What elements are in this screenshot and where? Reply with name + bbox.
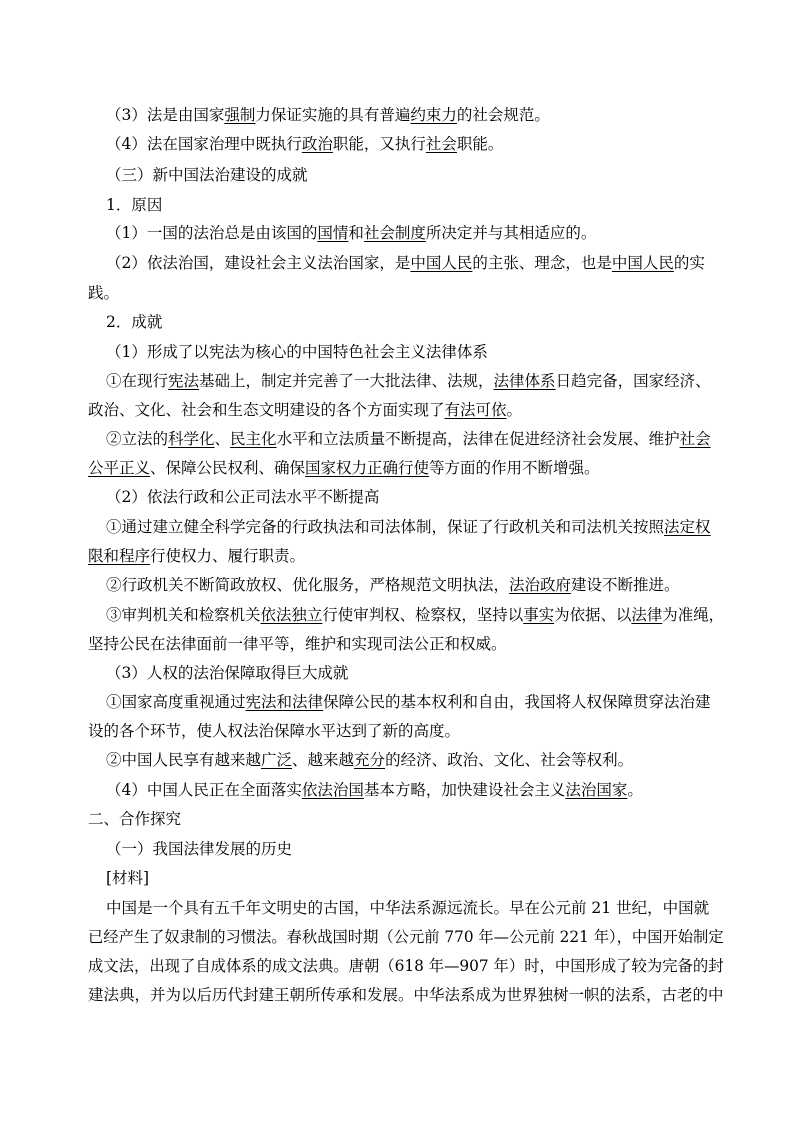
text-line	[106, 252, 705, 274]
underlined-keyword: 民主化	[230, 430, 277, 448]
text-segment: 保障公民的基本权利和自由，我国将人权保障贯穿法治建	[323, 693, 711, 711]
text-segment: 为依据、以	[554, 606, 632, 624]
text-segment: 行使审判权、检察权，坚持以	[322, 606, 524, 624]
text-line	[106, 486, 379, 508]
text-line	[106, 779, 643, 801]
underlined-keyword: 社会	[425, 135, 457, 153]
text-line	[88, 282, 119, 304]
text-segment: ①在现行	[106, 372, 169, 390]
text-segment: 职能。	[456, 135, 504, 153]
text-segment: 职能，又执行	[332, 135, 426, 153]
text-segment: （三）新中国法治建设的成就	[106, 166, 308, 184]
text-line	[106, 838, 292, 860]
text-line	[106, 104, 550, 126]
underlined-keyword: 法治政府	[509, 576, 572, 594]
text-line	[106, 164, 308, 186]
underlined-keyword: 广泛	[261, 751, 293, 769]
text-segment: 、保障公民权利、确保	[150, 459, 306, 477]
text-line	[106, 222, 596, 244]
text-segment: 、越来越	[292, 751, 355, 769]
underlined-keyword: 国情	[317, 224, 349, 242]
text-line	[88, 633, 507, 655]
text-line	[106, 574, 680, 596]
underlined-keyword: 法律体系	[493, 372, 556, 390]
text-segment: [材料]	[106, 869, 150, 887]
text-segment: ②立法的	[106, 430, 169, 448]
text-segment: 1．原因	[106, 196, 163, 214]
text-line	[88, 955, 724, 977]
underlined-keyword: 有法可依	[444, 401, 507, 419]
underlined-keyword: 社会制度	[363, 224, 426, 242]
text-segment: 的经济、政治、文化、社会等权利。	[385, 751, 634, 769]
text-segment: （一）我国法律发展的历史	[106, 840, 293, 858]
text-line	[88, 457, 600, 479]
text-segment: 建设不断推进。	[571, 576, 680, 594]
text-line	[106, 749, 633, 771]
text-segment: （4）中国人民正在全面落实	[106, 781, 302, 799]
text-line	[88, 926, 724, 948]
text-line	[106, 604, 724, 626]
text-segment: 践。	[88, 284, 120, 302]
underlined-keyword: 依法独立	[260, 606, 323, 624]
text-segment: 所决定并与其相适应的。	[425, 224, 597, 242]
underlined-keyword: 约束力	[410, 106, 457, 124]
text-segment: 的实	[673, 254, 705, 272]
underlined-keyword: 依法治国	[301, 781, 364, 799]
text-line	[106, 133, 503, 155]
text-segment: （1）形成了以宪法为核心的中国特色社会主义法律体系	[106, 343, 488, 361]
text-segment: 水平和立法质量不断提高，法律在促进经济社会发展、维护	[276, 430, 680, 448]
text-segment: （3）法是由国家	[106, 106, 225, 124]
underlined-keyword: 限和程序	[88, 547, 151, 565]
text-segment: 中国是一个具有五千年文明史的古国，中华法系源远流长。早在公元前 21 世纪，中国就	[106, 899, 710, 917]
underlined-keyword: 科学化	[168, 430, 215, 448]
text-segment: ②中国人民享有越来越	[106, 751, 262, 769]
underlined-keyword: 法治国家	[565, 781, 628, 799]
text-segment: （2）依法治国，建设社会主义法治国家，是	[106, 254, 411, 272]
underlined-keyword: 公平正义	[88, 459, 151, 477]
text-segment: 的主张、理念，也是	[472, 254, 612, 272]
text-segment: 政治、文化、社会和生态文明建设的各个方面实现了	[88, 401, 445, 419]
text-segment: 设的各个环节，使人权法治保障水平达到了新的高度。	[88, 722, 461, 740]
underlined-keyword: 中国人民	[410, 254, 473, 272]
text-segment: ②行政机关不断简政放权、优化服务，严格规范文明执法，	[106, 576, 510, 594]
text-line	[106, 194, 162, 216]
text-segment: （1）一国的法治总是由该国的	[106, 224, 318, 242]
text-segment: （4）法在国家治理中既执行	[106, 135, 302, 153]
text-segment: 2．成就	[106, 313, 163, 331]
underlined-keyword: 充分	[354, 751, 386, 769]
text-segment: （3）人权的法治保障取得巨大成就	[106, 664, 349, 682]
text-line	[106, 516, 711, 538]
text-line	[106, 370, 711, 392]
text-line	[88, 984, 724, 1006]
text-segment: 行使权力、履行职责。	[150, 547, 306, 565]
text-segment: ①国家高度重视通过	[106, 693, 246, 711]
text-segment: 二、合作探究	[88, 810, 182, 828]
underlined-keyword: 社会	[679, 430, 711, 448]
text-segment: 已经产生了奴隶制的习惯法。春秋战国时期（公元前 770 年—公元前 221 年），中国开始制定	[88, 928, 724, 946]
text-segment: 成文法，出现了自成体系的成文法典。唐朝（618 年—907 年）时，中国形成了较为完备的封	[88, 957, 724, 975]
underlined-keyword: 法律	[631, 606, 663, 624]
text-segment: （2）依法行政和公正司法水平不断提高	[106, 488, 380, 506]
text-segment: 为准绳，	[662, 606, 725, 624]
underlined-keyword: 宪法	[168, 372, 200, 390]
text-segment: 等方面的作用不断增强。	[429, 459, 600, 477]
text-segment: 坚持公民在法律面前一律平等，维护和实现司法公正和权威。	[88, 635, 507, 653]
text-line	[106, 341, 488, 363]
text-segment: 、	[214, 430, 231, 448]
underlined-keyword: 强制	[224, 106, 256, 124]
text-line	[106, 867, 149, 889]
text-segment: 日趋完备，国家经济、	[555, 372, 711, 390]
text-line	[106, 311, 162, 333]
text-line	[106, 691, 711, 713]
text-segment: 基本方略，加快建设社会主义	[363, 781, 566, 799]
text-segment: ①通过建立健全科学完备的行政执法和司法体制，保证了行政机关和司法机关按照	[106, 518, 665, 536]
underlined-keyword: 宪法和法律	[245, 693, 324, 711]
text-line	[88, 720, 460, 742]
underlined-keyword: 政治	[301, 135, 333, 153]
underlined-keyword: 国家权力正确行使	[305, 459, 430, 477]
text-segment: 的社会规范。	[456, 106, 550, 124]
text-segment: 。	[627, 781, 643, 799]
text-line	[106, 428, 711, 450]
text-segment: 和	[348, 224, 364, 242]
text-line	[88, 399, 522, 421]
text-segment: 建法典，并为以后历代封建王朝所传承和发展。中华法系成为世界独树一帜的法系，古老的中	[88, 986, 724, 1004]
underlined-keyword: 中国人民	[611, 254, 674, 272]
text-line	[88, 545, 305, 567]
text-segment: 力保证实施的具有普遍	[255, 106, 411, 124]
text-line	[106, 897, 709, 919]
text-segment: ③审判机关和检察机关	[106, 606, 261, 624]
underlined-keyword: 法定权	[664, 518, 711, 536]
text-segment: 。	[506, 401, 523, 419]
underlined-keyword: 事实	[523, 606, 555, 624]
text-line	[88, 808, 181, 830]
text-line	[106, 662, 348, 684]
text-segment: 基础上，制定并完善了一大批法律、法规，	[199, 372, 494, 390]
